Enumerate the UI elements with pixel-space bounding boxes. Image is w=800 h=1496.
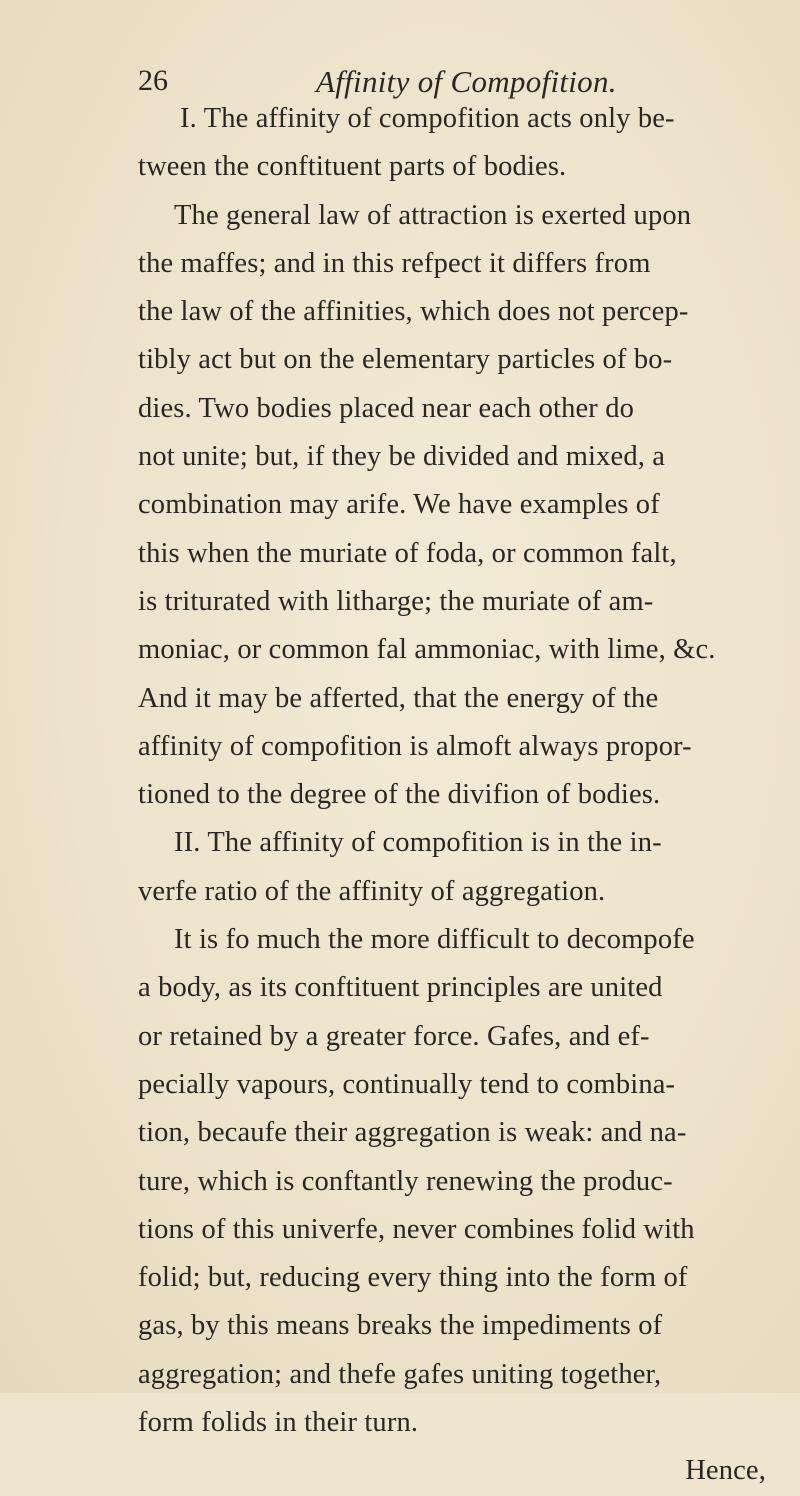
running-title: Affinity of Compofition. bbox=[316, 64, 617, 99]
text-line: It is fo much the more difficult to decompofe bbox=[174, 924, 695, 956]
text-line: tioned to the degree of the divifion of bodies. bbox=[138, 779, 661, 811]
text-line: II. The affinity of compofition is in the in- bbox=[174, 827, 662, 859]
text-line: is triturated with litharge; the muriate of am- bbox=[138, 585, 654, 617]
catchword: Hence, bbox=[685, 1455, 766, 1487]
text-line: tions of this univerfe, never combines folid with bbox=[138, 1213, 695, 1245]
text-line: tion, becaufe their aggregation is weak: and na- bbox=[138, 1117, 687, 1149]
page-number: 26 bbox=[138, 64, 168, 97]
text-line: a body, as its conftituent principles are united bbox=[138, 972, 663, 1004]
text-line: or retained by a greater force. Gafes, and ef- bbox=[138, 1020, 650, 1052]
text-line: pecially vapours, continually tend to combina- bbox=[138, 1068, 676, 1100]
body-text bbox=[138, 95, 770, 1496]
text-line: this when the muriate of foda, or common falt, bbox=[138, 537, 677, 569]
text-line: I. The affinity of compofition acts only be- bbox=[180, 103, 675, 134]
text-line: dies. Two bodies placed near each other do bbox=[138, 392, 635, 424]
text-line: combination may arife. We have examples of bbox=[138, 489, 660, 521]
text-line: the law of the affinities, which does not percep- bbox=[138, 296, 689, 328]
text-line: form folids in their turn. bbox=[138, 1407, 419, 1439]
text-line: And it may be afferted, that the energy of the bbox=[138, 682, 659, 714]
text-line: aggregation; and thefe gafes uniting together, bbox=[138, 1358, 662, 1390]
text-line: moniac, or common fal ammoniac, with lime, &c. bbox=[138, 634, 716, 666]
text-line: affinity of compofition is almoft always propor- bbox=[138, 730, 692, 762]
text-line: verfe ratio of the affinity of aggregation. bbox=[138, 875, 606, 907]
text-line: folid; but, reducing every thing into the form of bbox=[138, 1262, 688, 1294]
text-line: not unite; but, if they be divided and mixed, a bbox=[138, 441, 666, 473]
text-line: gas, by this means breaks the impediments of bbox=[138, 1310, 663, 1342]
text-line: tibly act but on the elementary particles of bo- bbox=[138, 344, 673, 376]
text-line: the maffes; and in this refpect it differs from bbox=[138, 247, 651, 279]
text-line: tween the conftituent parts of bodies. bbox=[138, 151, 567, 183]
text-line: ture, which is conftantly renewing the produc- bbox=[138, 1165, 673, 1197]
text-line: The general law of attraction is exerted upon bbox=[174, 199, 692, 231]
